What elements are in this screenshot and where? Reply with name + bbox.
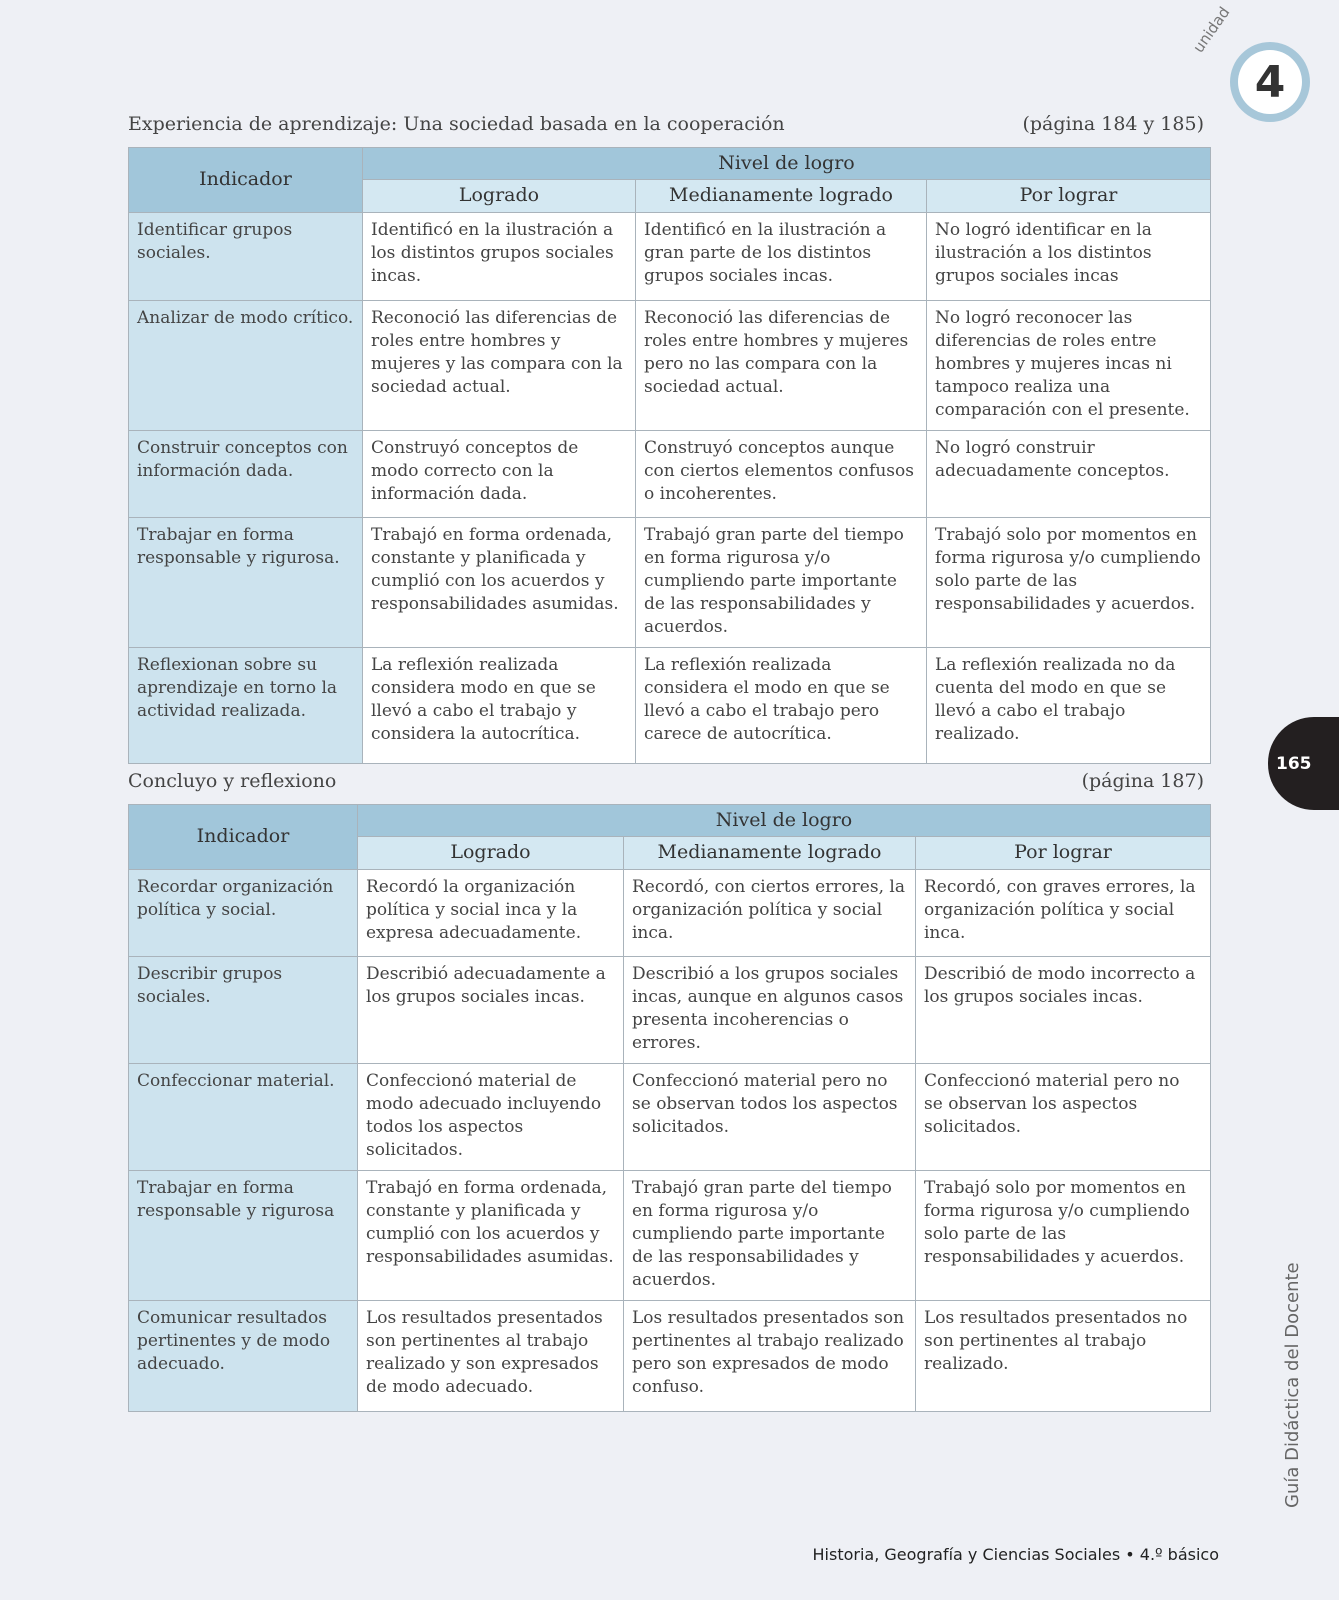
indicator-cell: Reflexionan sobre su aprendizaje en torno la actividad realizada. bbox=[129, 648, 363, 764]
table-row bbox=[129, 870, 1211, 957]
table-row bbox=[129, 213, 1211, 301]
section-heading-2 bbox=[128, 770, 1204, 792]
indicator-header: Indicador bbox=[129, 805, 358, 870]
indicator-cell: Analizar de modo crítico. bbox=[129, 301, 363, 431]
table-cell: No logró construir adecuadamente conceptos. bbox=[927, 431, 1211, 518]
section-title: Concluyo y reflexiono bbox=[128, 770, 337, 792]
table-row bbox=[129, 1171, 1211, 1301]
table-cell: Construyó conceptos de modo correcto con la información dada. bbox=[363, 431, 636, 518]
indicator-cell: Comunicar resultados pertinentes y de modo adecuado. bbox=[129, 1301, 358, 1412]
table-row bbox=[129, 431, 1211, 518]
page-number: 165 bbox=[1276, 753, 1312, 774]
table-cell: Los resultados presentados son pertinentes al trabajo realizado y son expresados de modo adecuado. bbox=[358, 1301, 624, 1412]
table-row bbox=[129, 1301, 1211, 1412]
indicator-cell: Confeccionar material. bbox=[129, 1064, 358, 1171]
table-row bbox=[129, 518, 1211, 648]
table-cell: Confeccionó material pero no se observan todos los aspectos solicitados. bbox=[624, 1064, 916, 1171]
indicator-cell: Identificar grupos sociales. bbox=[129, 213, 363, 301]
column-header: Medianamente logrado bbox=[636, 180, 927, 213]
column-header: Por lograr bbox=[916, 837, 1211, 870]
column-header: Logrado bbox=[358, 837, 624, 870]
table-row bbox=[129, 648, 1211, 764]
table-cell: Trabajó gran parte del tiempo en forma rigurosa y/o cumpliendo parte importante de las responsabilidades y acuerdos. bbox=[624, 1171, 916, 1301]
column-header: Logrado bbox=[363, 180, 636, 213]
table-cell: No logró reconocer las diferencias de roles entre hombres y mujeres incas ni tampoco realiza una comparación con el presente. bbox=[927, 301, 1211, 431]
table-cell: Trabajó gran parte del tiempo en forma rigurosa y/o cumpliendo parte importante de las responsabilidades y acuerdos. bbox=[636, 518, 927, 648]
level-header: Nivel de logro bbox=[358, 805, 1211, 837]
table-cell: Identificó en la ilustración a gran parte de los distintos grupos sociales incas. bbox=[636, 213, 927, 301]
level-header: Nivel de logro bbox=[363, 148, 1211, 180]
table-cell: No logró identificar en la ilustración a los distintos grupos sociales incas bbox=[927, 213, 1211, 301]
table-row bbox=[129, 301, 1211, 431]
table-cell: La reflexión realizada considera el modo en que se llevó a cabo el trabajo pero carece de autocrítica. bbox=[636, 648, 927, 764]
page-reference: (página 187) bbox=[1081, 770, 1204, 792]
rubric-table-1 bbox=[128, 147, 1211, 764]
indicator-cell: Construir conceptos con información dada. bbox=[129, 431, 363, 518]
table-row bbox=[129, 1064, 1211, 1171]
table-cell: Recordó la organización política y social inca y la expresa adecuadamente. bbox=[358, 870, 624, 957]
table-cell: Recordó, con graves errores, la organización política y social inca. bbox=[916, 870, 1211, 957]
table-cell: Construyó conceptos aunque con ciertos elementos confusos o incoherentes. bbox=[636, 431, 927, 518]
table-cell: Identificó en la ilustración a los distintos grupos sociales incas. bbox=[363, 213, 636, 301]
table-cell: Reconoció las diferencias de roles entre hombres y mujeres y las compara con la sociedad actual. bbox=[363, 301, 636, 431]
table-row bbox=[129, 957, 1211, 1064]
table-cell: Confeccionó material pero no se observan los aspectos solicitados. bbox=[916, 1064, 1211, 1171]
table-cell: Trabajó solo por momentos en forma rigurosa y/o cumpliendo solo parte de las responsabilidades y acuerdos. bbox=[927, 518, 1211, 648]
indicator-header: Indicador bbox=[129, 148, 363, 213]
indicator-cell: Recordar organización política y social. bbox=[129, 870, 358, 957]
indicator-cell: Trabajar en forma responsable y rigurosa. bbox=[129, 518, 363, 648]
section-title: Experiencia de aprendizaje: Una sociedad basada en la cooperación bbox=[128, 113, 785, 135]
indicator-cell: Describir grupos sociales. bbox=[129, 957, 358, 1064]
table-cell: La reflexión realizada no da cuenta del modo en que se llevó a cabo el trabajo realizado. bbox=[927, 648, 1211, 764]
table-cell: Describió adecuadamente a los grupos sociales incas. bbox=[358, 957, 624, 1064]
rubric-table-2 bbox=[128, 804, 1211, 1412]
table-cell: Trabajó solo por momentos en forma rigurosa y/o cumpliendo solo parte de las responsabilidades y acuerdos. bbox=[916, 1171, 1211, 1301]
footer-text: Historia, Geografía y Ciencias Sociales • 4.º básico bbox=[812, 1545, 1219, 1564]
table-cell: Los resultados presentados no son pertinentes al trabajo realizado. bbox=[916, 1301, 1211, 1412]
page-number-tab bbox=[1268, 717, 1339, 810]
column-header: Por lograr bbox=[927, 180, 1211, 213]
table-cell: Describió a los grupos sociales incas, aunque en algunos casos presenta incoherencias o errores. bbox=[624, 957, 916, 1064]
table-cell: Recordó, con ciertos errores, la organización política y social inca. bbox=[624, 870, 916, 957]
unit-label: unidad bbox=[1189, 3, 1234, 56]
section-heading-1 bbox=[128, 113, 1204, 135]
table-cell: Confeccionó material de modo adecuado incluyendo todos los aspectos solicitados. bbox=[358, 1064, 624, 1171]
side-label: Guía Didáctica del Docente bbox=[1282, 1262, 1303, 1508]
indicator-cell: Trabajar en forma responsable y rigurosa bbox=[129, 1171, 358, 1301]
unit-number: 4 bbox=[1238, 50, 1302, 114]
table-cell: Los resultados presentados son pertinentes al trabajo realizado pero son expresados de modo confuso. bbox=[624, 1301, 916, 1412]
column-header: Medianamente logrado bbox=[624, 837, 916, 870]
table-cell: Trabajó en forma ordenada, constante y planificada y cumplió con los acuerdos y responsabilidades asumidas. bbox=[363, 518, 636, 648]
table-cell: Trabajó en forma ordenada, constante y planificada y cumplió con los acuerdos y responsabilidades asumidas. bbox=[358, 1171, 624, 1301]
table-cell: Describió de modo incorrecto a los grupos sociales incas. bbox=[916, 957, 1211, 1064]
table-cell: Reconoció las diferencias de roles entre hombres y mujeres pero no las compara con la sociedad actual. bbox=[636, 301, 927, 431]
page-reference: (página 184 y 185) bbox=[1022, 113, 1204, 135]
table-cell: La reflexión realizada considera modo en que se llevó a cabo el trabajo y considera la autocrítica. bbox=[363, 648, 636, 764]
